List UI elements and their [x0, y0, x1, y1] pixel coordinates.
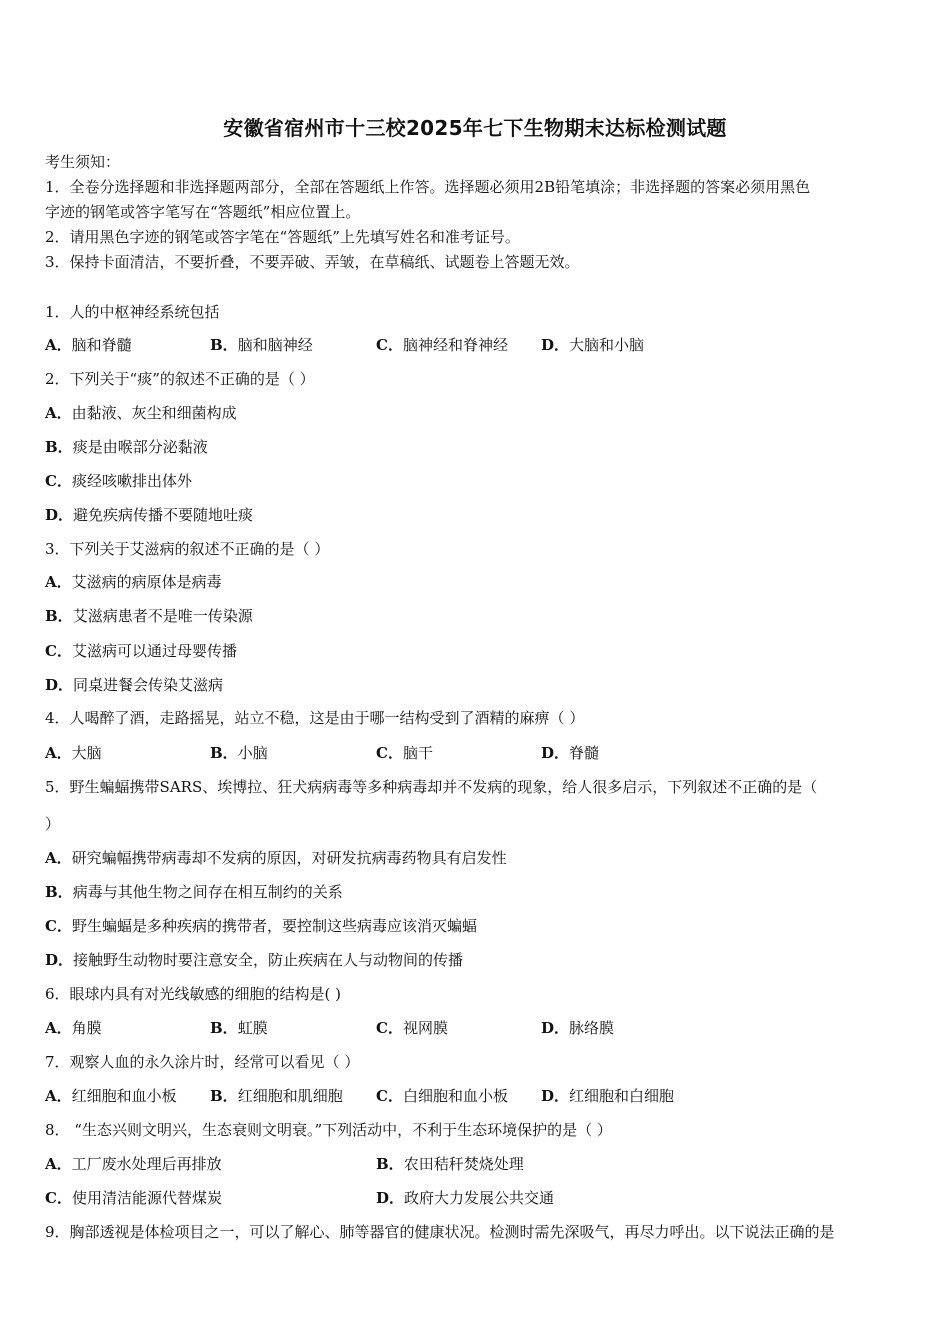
option-a	[45, 1018, 102, 1038]
option-label: A．	[45, 744, 72, 762]
option-text: 大脑	[71, 744, 102, 762]
option-d	[541, 743, 599, 763]
option-label: B．	[210, 336, 238, 354]
option-label: D．	[376, 1189, 405, 1207]
option-text: 脑干	[402, 744, 433, 762]
option-text: 大脑和小脑	[569, 336, 645, 354]
option-label: B．	[376, 1155, 404, 1173]
option-label: B．	[45, 607, 73, 625]
option-label: D．	[541, 744, 570, 762]
option-c	[45, 1188, 222, 1208]
option-d	[541, 335, 644, 355]
option-d	[541, 1086, 674, 1106]
option-label: A．	[45, 849, 72, 867]
question-stem: 7．观察人血的永久涂片时，经常可以看见（ ）	[45, 1053, 360, 1071]
option-text: 避免疾病传播不要随地吐痰	[73, 506, 254, 524]
option-label: A．	[45, 404, 72, 422]
option-b	[45, 606, 253, 626]
question-stem: 6．眼球内具有对光线敏感的细胞的结构是( )	[45, 985, 342, 1003]
option-d	[541, 1018, 614, 1038]
option-text: 同桌进餐会传染艾滋病	[73, 676, 224, 694]
option-text: 脑神经和脊神经	[402, 336, 508, 354]
option-label: C．	[45, 472, 72, 490]
option-label: A．	[45, 336, 72, 354]
option-c	[376, 743, 433, 763]
option-label: C．	[45, 642, 72, 660]
option-text: 脑和脊髓	[71, 336, 132, 354]
option-label: C．	[376, 744, 403, 762]
notice-item: 2．请用黑色字迹的钢笔或答字笔在“答题纸”上先填写姓名和准考证号。	[45, 228, 520, 246]
page-title: 安徽省宿州市十三校2025年七下生物期末达标检测试题	[223, 116, 727, 140]
option-label: C．	[45, 917, 72, 935]
option-d	[45, 675, 223, 695]
option-label: B．	[210, 744, 238, 762]
option-text: 野生蝙蝠是多种疾病的携带者，要控制这些病毒应该消灭蝙蝠	[71, 917, 477, 935]
option-text: 虹膜	[237, 1019, 268, 1037]
option-label: D．	[541, 1019, 570, 1037]
option-c	[45, 471, 192, 491]
question-stem: 9．胸部透视是体检项目之一，可以了解心、肺等器官的健康状况。检测时需先深吸气，再尽力呼出。以下说法正确的是	[45, 1223, 835, 1241]
question-stem-continued: ）	[45, 815, 61, 833]
option-text: 病毒与其他生物之间存在相互制约的关系	[72, 883, 343, 901]
option-text: 使用清洁能源代替煤炭	[71, 1189, 222, 1207]
option-text: 接触野生动物时要注意安全，防止疾病在人与动物间的传播	[73, 951, 464, 969]
option-a	[45, 572, 222, 592]
option-text: 农田秸秆焚烧处理	[403, 1155, 524, 1173]
question-stem: 8． “生态兴则文明兴，生态衰则文明衰。”下列活动中，不利于生态环境保护的是（ ）	[45, 1121, 612, 1139]
option-a	[45, 1154, 222, 1174]
option-label: C．	[376, 1019, 403, 1037]
option-b	[45, 882, 343, 902]
option-c	[45, 916, 477, 936]
question-stem: 4．人喝醉了酒，走路摇晃，站立不稳，这是由于哪一结构受到了酒精的麻痹（ ）	[45, 709, 585, 727]
option-a	[45, 848, 507, 868]
option-b	[210, 335, 313, 355]
option-text: 艾滋病患者不是唯一传染源	[72, 607, 253, 625]
option-label: D．	[45, 951, 74, 969]
notice-item: 3．保持卡面清洁，不要折叠，不要弄破、弄皱，在草稿纸、试题卷上答题无效。	[45, 253, 580, 271]
option-label: A．	[45, 1019, 72, 1037]
option-text: 艾滋病的病原体是病毒	[71, 573, 222, 591]
option-label: B．	[210, 1019, 238, 1037]
option-label: D．	[541, 1087, 570, 1105]
option-label: B．	[45, 883, 73, 901]
option-label: D．	[45, 676, 74, 694]
option-label: A．	[45, 1087, 72, 1105]
option-d	[45, 950, 463, 970]
option-text: 视网膜	[402, 1019, 448, 1037]
option-label: C．	[376, 336, 403, 354]
option-a	[45, 743, 102, 763]
option-text: 白细胞和血小板	[402, 1087, 508, 1105]
notice-item: 1．全卷分选择题和非选择题两部分，全部在答题纸上作答。选择题必须用2B铅笔填涂；非选择题的答案必须用黑色	[45, 178, 811, 196]
option-label: B．	[210, 1087, 238, 1105]
notice-heading: 考生须知：	[45, 153, 121, 171]
option-label: D．	[45, 506, 74, 524]
option-text: 政府大力发展公共交通	[404, 1189, 555, 1207]
option-text: 艾滋病可以通过母婴传播	[71, 642, 237, 660]
notice-item: 字迹的钢笔或答字笔写在“答题纸”相应位置上。	[45, 203, 361, 221]
option-b	[376, 1154, 524, 1174]
option-b	[210, 1086, 343, 1106]
question-stem: 3．下列关于艾滋病的叙述不正确的是（ ）	[45, 540, 330, 558]
option-a	[45, 403, 237, 423]
option-text: 角膜	[71, 1019, 102, 1037]
option-c	[45, 641, 237, 661]
option-a	[45, 1086, 177, 1106]
option-a	[45, 335, 132, 355]
option-text: 红细胞和白细胞	[569, 1087, 675, 1105]
option-b	[45, 437, 208, 457]
question-stem: 2．下列关于“痰”的叙述不正确的是（ ）	[45, 370, 315, 388]
option-c	[376, 335, 508, 355]
question-stem: 5．野生蝙蝠携带SARS、埃博拉、狂犬病病毒等多种病毒却并不发病的现象，给人很多启示，下列叙述不正确的是（	[45, 778, 818, 796]
option-label: A．	[45, 573, 72, 591]
option-b	[210, 743, 268, 763]
option-text: 脉络膜	[569, 1019, 615, 1037]
option-text: 痰经咳嗽排出体外	[71, 472, 192, 490]
option-b	[210, 1018, 268, 1038]
option-label: B．	[45, 438, 73, 456]
option-text: 由黏液、灰尘和细菌构成	[71, 404, 237, 422]
option-c	[376, 1018, 448, 1038]
option-label: C．	[376, 1087, 403, 1105]
option-text: 红细胞和肌细胞	[237, 1087, 343, 1105]
question-stem: 1．人的中枢神经系统包括	[45, 303, 220, 321]
option-text: 脊髓	[569, 744, 600, 762]
option-c	[376, 1086, 508, 1106]
option-text: 研究蝙幅携带病毒却不发病的原因，对研发抗病毒药物具有启发性	[71, 849, 507, 867]
option-d	[45, 505, 253, 525]
option-d	[376, 1188, 554, 1208]
option-text: 小脑	[237, 744, 268, 762]
option-label: A．	[45, 1155, 72, 1173]
option-text: 痰是由喉部分泌黏液	[72, 438, 208, 456]
option-text: 脑和脑神经	[237, 336, 313, 354]
option-label: C．	[45, 1189, 72, 1207]
option-label: D．	[541, 336, 570, 354]
option-text: 红细胞和血小板	[71, 1087, 177, 1105]
option-text: 工厂废水处理后再排放	[71, 1155, 222, 1173]
